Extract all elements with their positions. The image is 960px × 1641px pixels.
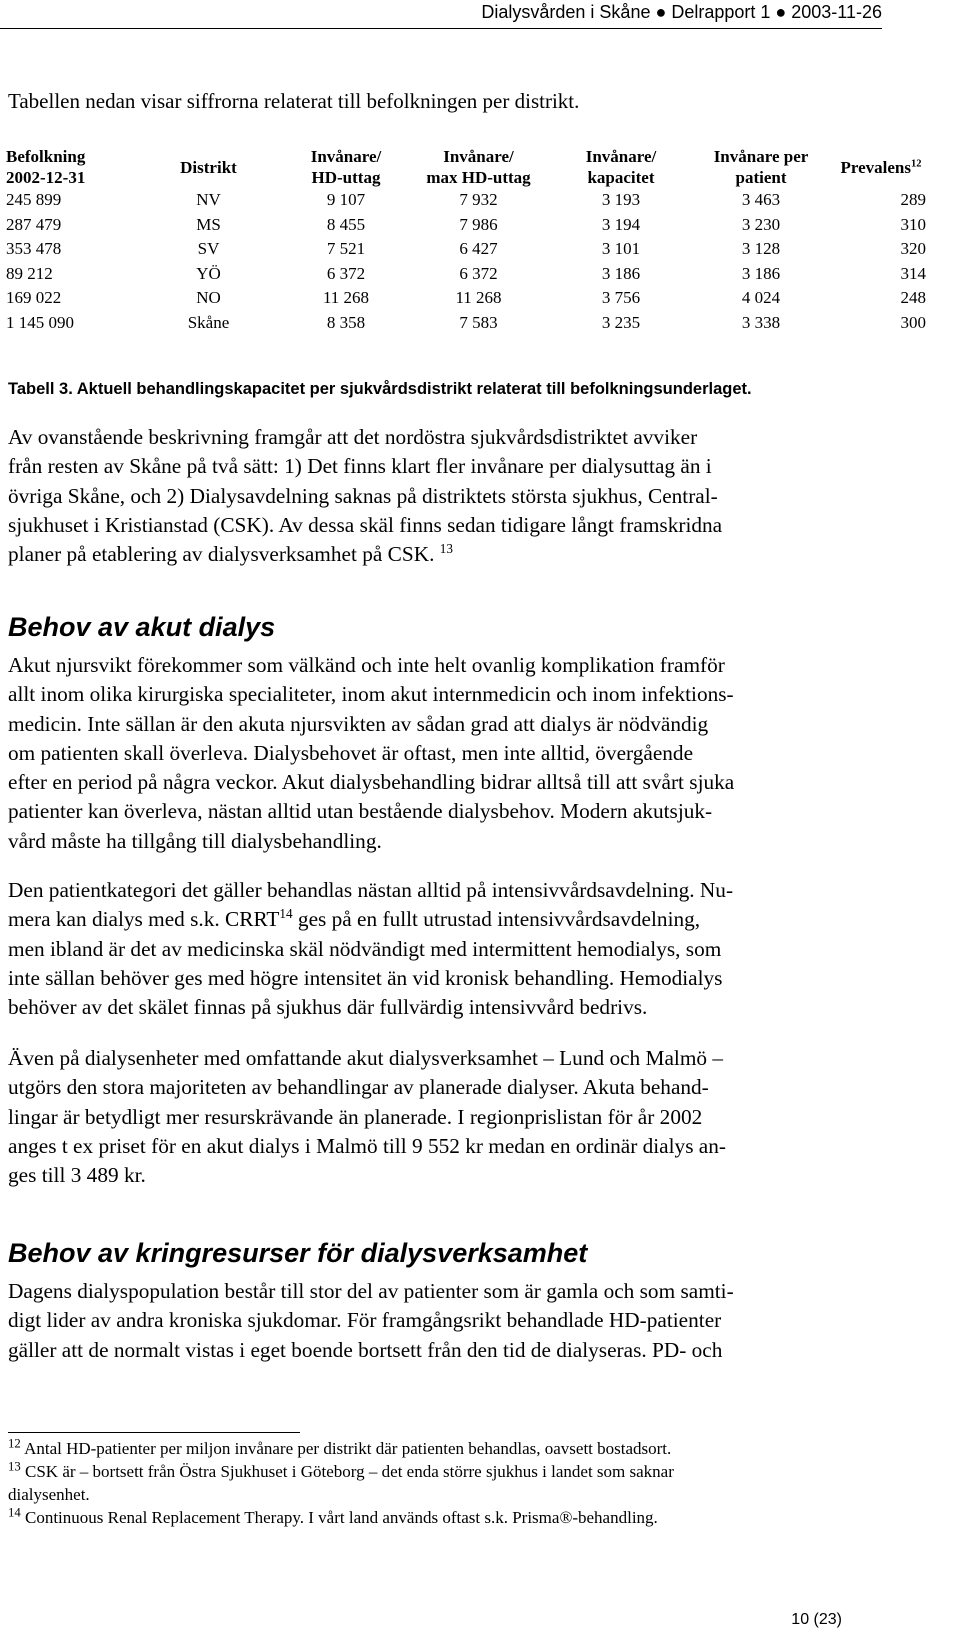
footnote-ref-14: 14 (279, 906, 293, 922)
table-row: 1 145 090 Skåne 8 358 7 583 3 235 3 338 300 (6, 312, 926, 332)
footnote-12: $^{12}$ Antal HD-patienter per miljon invånare per distrikt där patienten behandlas, oavsett bostadsort. (8, 1436, 672, 1458)
table-header-row (6, 146, 926, 188)
paragraph-csk: Av ovanstående beskrivning framgår att det nordöstra sjukvårdsdistriktet avviker från resten av Skåne på två sätt: 1) Det finns klart fler invånare per dialysuttag än i övriga Skåne, och 2) Dialysavdelning saknas på distriktets största sjukhus, Central- sjukhuset i Kristianstad (CSK). Av dessa skäl finns sedan tidigare långt framskridna planer på etablering av dialysverksamhet på CSK. $^{13}$ (8, 425, 723, 567)
heading-kringresurser: Behov av kringresurser för dialysverksamhet (8, 1238, 588, 1268)
heading-akut-dialys: Behov av akut dialys (8, 612, 276, 642)
header-text: Dialysvården i Skåne ● Delrapport 1 ● 2003-11-26 (481, 2, 882, 22)
table-row: 89 212 YÖ 6 372 6 372 3 186 3 186 314 (6, 263, 926, 283)
col-header-distrikt: Distrikt (180, 157, 237, 177)
col-header-max-hd-uttag: Invånare/ max HD-uttag (426, 147, 531, 187)
table-row: 169 022 NO 11 268 11 268 3 756 4 024 248 (6, 288, 926, 307)
footnote-13: $^{13}$ CSK är – bortsett från Östra Sjukhuset i Göteborg – det enda större sjukhus i landet som saknar dialysenhet. (8, 1459, 674, 1504)
table-row: 287 479 MS 8 455 7 986 3 194 3 230 310 (6, 214, 926, 234)
page-header (0, 0, 882, 29)
footnote-14: $^{14}$ Continuous Renal Replacement Therapy. I vårt land används oftast s.k. Prisma®-behandling. (8, 1505, 658, 1527)
col-header-patient: Invånare per patient (713, 147, 809, 187)
table-caption: Tabell 3. Aktuell behandlingskapacitet per sjukvårdsdistrikt relaterat till befolkningsunderlaget. (8, 380, 752, 398)
col-header-kapacitet: Invånare/ kapacitet (585, 147, 657, 187)
table-row: 353 478 SV 7 521 6 427 3 101 3 128 320 (6, 239, 926, 258)
table-row: 245 899 NV 9 107 7 932 3 193 3 463 289 (6, 190, 926, 209)
paragraph-dialysenheter: Även på dialysenheter med omfattande akut dialysverksamhet – Lund och Malmö – utgörs den stora majoriteten av behandlingar av planerade dialyser. Akuta behand- lingar är betydligt mer resurskrävande än planerade. I regionprislistan för år 2002 anges t ex priset för en akut dialys i Malmö till 9 552 kr medan en ordinär dialys an- ges till 3 489 kr. (8, 1046, 727, 1188)
paragraph-dialyspopulation: Dagens dialyspopulation består till stor del av patienter som är gamla och som samti- digt lider av andra kroniska sjukdomar. För framgångsrikt behandlade HD-patienter gäller att de normalt vistas i eget boende bortsett från den tid de dialyseras. PD- och (8, 1279, 734, 1362)
footnote-divider (8, 1432, 300, 1433)
intro-text: Tabellen nedan visar siffrorna relaterat till befolkningen per distrikt. (8, 89, 580, 113)
population-table (6, 146, 926, 335)
footnote-ref-13: 13 (439, 541, 453, 557)
page-number: 10 (23) (791, 1611, 842, 1628)
col-header-prevalens: Prevalens$^{12}$ (840, 157, 922, 177)
col-header-hd-uttag: Invånare/ HD-uttag (310, 147, 382, 187)
paragraph-patientkategori: Den patientkategori det gäller behandlas nästan alltid på intensivvårdsavdelning. Nu- mera kan dialys med s.k. CRRT$^{14}$ ges på en fullt utrustad intensivvårdsavdelning, men ibland är det av medicinska skäl nödvändigt med intermittent hemodialys, som inte sällan behöver ges med högre intensitet än vid kronisk behandling. Hemodialys behöver av det skälet finnas på sjukhus där fullvärdig intensivvård bedrivs. (8, 878, 734, 1020)
col-header-befolkning: Befolkning 2002-12-31 (6, 147, 86, 187)
paragraph-akut-njursvikt: Akut njursvikt förekommer som välkänd och inte helt ovanlig komplikation framför allt inom olika kirurgiska specialiteter, inom akut internmedicin och inom infektions- medicin. Inte sällan är den akuta njursvikten av sådan grad att dialys är nödvändig om patienten skall överleva. Dialysbehovet är oftast, men inte alltid, övergående efter en period på några veckor. Akut dialysbehandling bidrar alltså till att svårt sjuka patienter kan överleva, nästan alltid utan bestående dialysbehov. Modern akutsjuk- vård måste ha tillgång till dialysbehandling. (8, 653, 735, 853)
